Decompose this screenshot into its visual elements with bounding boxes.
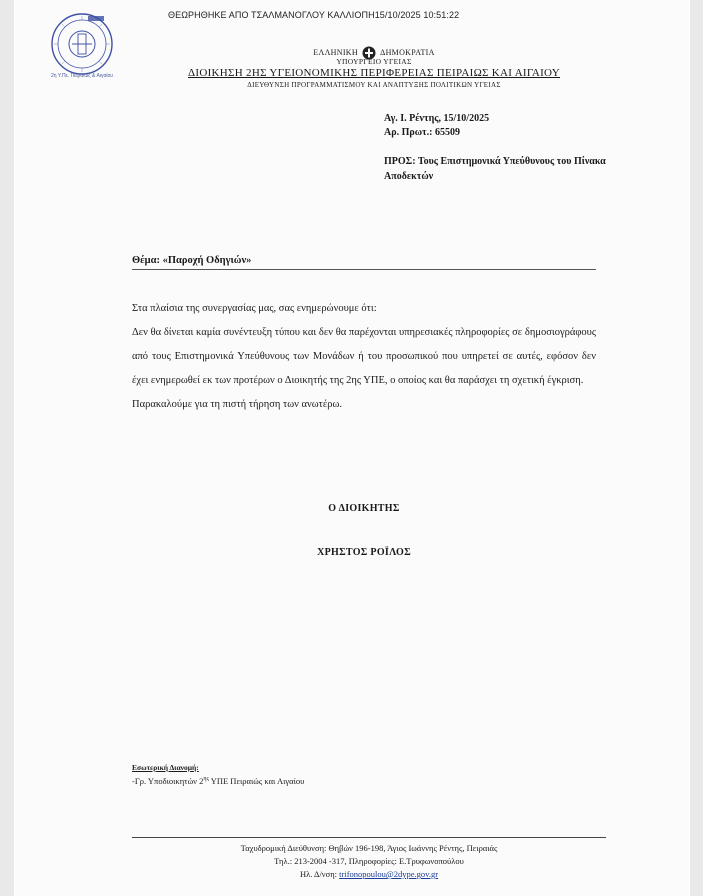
viewed-stamp: ΘΕΩΡΗΘΗΚΕ ΑΠΟ ΤΣΑΛΜΑΝΟΓΛΟΥ ΚΑΛΛΙΟΠΗ15/10/2025 10:51:22 bbox=[168, 10, 460, 20]
distribution-item-sup: ης bbox=[203, 776, 209, 783]
place-date: Αγ. Ι. Ρέντης, 15/10/2025 bbox=[384, 113, 490, 124]
footer-divider bbox=[132, 837, 606, 838]
seal-caption: 2η Υ.Πε. Πειραιώς & Αιγαίου bbox=[51, 73, 113, 79]
ministry-name: ΥΠΟΥΡΓΕΙΟ ΥΓΕΙΑΣ bbox=[336, 57, 412, 66]
distribution-title: Εσωτερική Διανομή: bbox=[132, 763, 199, 772]
authority-name: ΔΙΟΙΚΗΣΗ 2ΗΣ ΥΓΕΙΟΝΟΜΙΚΗΣ ΠΕΡΙΦΕΡΕΙΑΣ ΠΕΙΡΑΙΩΣ ΚΑΙ ΑΙΓΑΙΟΥ bbox=[188, 67, 560, 79]
body-paragraph-2: Δεν θα δίνεται καμία συνέντευξη τύπου και δεν θα παρέχονται υπηρεσιακές πληροφορίες σε δημοσιογράφους από τους Επιστημονικά Υπεύθυνους των Μονάδων ή του προσωπικού που υπηρετεί σε αυτές, εφόσον δεν έχει ενημερωθεί εκ των προτέρων ο Διοικητής της 2ης ΥΠΕ, ο οποίος και θα παράσχει τη σχετική έγκριση. bbox=[132, 327, 596, 386]
footer-email-label: Ηλ. Δ/νση: bbox=[299, 869, 340, 879]
republic-left: ΕΛΛΗΝΙΚΗ bbox=[313, 47, 358, 57]
protocol-number: Αρ. Πρωτ.: 65509 bbox=[384, 127, 460, 138]
republic-right: ΔΗΜΟΚΡΑΤΙΑ bbox=[380, 47, 435, 57]
ministry-seal-icon bbox=[50, 12, 114, 76]
letter-body bbox=[132, 297, 596, 417]
footer-email-line bbox=[132, 869, 606, 879]
directorate-name: ΔΙΕΥΘΥΝΣΗ ΠΡΟΓΡΑΜΜΑΤΙΣΜΟΥ ΚΑΙ ΑΝΑΠΤΥΞΗΣ ΠΟΛΙΤΙΚΩΝ ΥΓΕΙΑΣ bbox=[247, 81, 501, 89]
document-page bbox=[14, 0, 690, 896]
subject-line: Θέμα: «Παροχή Οδηγιών» bbox=[132, 255, 596, 270]
distribution-item-prefix: -Γρ. Υποδιοικητών 2 bbox=[132, 776, 204, 786]
body-paragraph-1: Στα πλαίσια της συνεργασίας μας, σας ενημερώνουμε ότι: bbox=[132, 303, 377, 314]
footer-phone: Τηλ.: 213-2004 -317, Πληροφορίες: Ε.Τρυφωνοπούλου bbox=[274, 856, 464, 866]
signatory-title: Ο ΔΙΟΙΚΗΤΗΣ bbox=[328, 503, 400, 514]
footer-email-link[interactable]: trifonopoulou@2dype.gov.gr bbox=[339, 869, 439, 879]
signatory-name: ΧΡΗΣΤΟΣ ΡΟΪΛΟΣ bbox=[317, 547, 411, 558]
distribution-item-suffix: ΥΠΕ Πειραιώς και Αιγαίου bbox=[208, 776, 305, 786]
distribution-item bbox=[132, 776, 304, 786]
recipient: ΠΡΟΣ: Τους Επιστημονικά Υπεύθυνους του Πίνακα Αποδεκτών bbox=[384, 156, 606, 182]
body-paragraph-3: Παρακαλούμε για τη πιστή τήρηση των ανωτέρω. bbox=[132, 399, 343, 410]
footer-address: Ταχυδρομική Διεύθυνση: Θηβών 196-198, Άγιος Ιωάννης Ρέντης, Πειραιάς bbox=[240, 843, 498, 853]
